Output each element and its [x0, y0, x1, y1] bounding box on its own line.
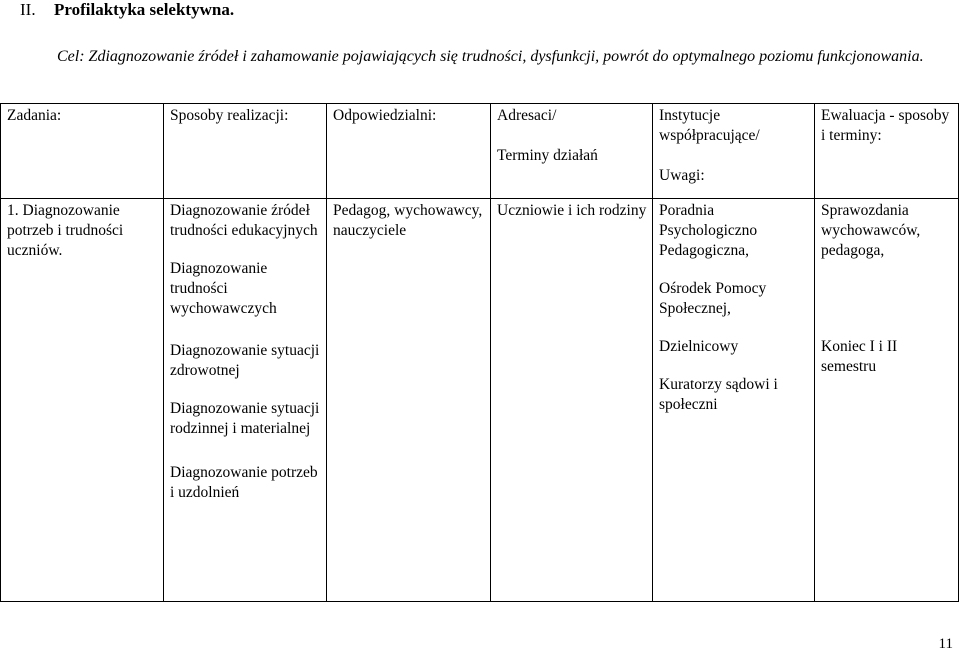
- section-heading: [20, 0, 234, 20]
- header-adresaci-label: Adresaci/: [497, 107, 557, 124]
- section-goal: Cel: Zdiagnozowanie źródeł i zahamowanie pojawiających się trudności, dysfunkcji, powrót do optymalnego poziomu funkcjonowania.: [57, 48, 924, 65]
- cell-ewaluacja: [815, 199, 959, 602]
- sposob-item: Diagnozowanie źródeł trudności edukacyjnych: [170, 202, 318, 239]
- sposob-item: Diagnozowanie potrzeb i uzdolnień: [170, 464, 318, 501]
- sposob-item: Diagnozowanie trudności wychowawczych: [170, 260, 277, 317]
- sposob-item: Diagnozowanie sytuacji zdrowotnej: [170, 342, 320, 379]
- header-uwagi-label: Uwagi:: [659, 167, 705, 184]
- section-title: Profilaktyka selektywna.: [54, 0, 235, 19]
- instytucja-item: Kuratorzy sądowi i społeczni: [659, 376, 778, 413]
- page-number: 11: [938, 636, 953, 652]
- header-odpowiedzialni: Odpowiedzialni:: [327, 104, 491, 199]
- sposob-item: Diagnozowanie sytuacji rodzinnej i materialnej: [170, 400, 320, 437]
- cell-zadanie: 1. Diagnozowanie potrzeb i trudności uczniów.: [1, 199, 164, 602]
- cell-instytucje: [653, 199, 815, 602]
- ewaluacja-item: Koniec I i II semestru: [821, 338, 898, 375]
- header-instytucje-label: Instytucje współpracujące/: [659, 107, 760, 144]
- cell-odpowiedzialni: Pedagog, wychowawcy, nauczyciele: [327, 199, 491, 602]
- cell-sposoby: [164, 199, 327, 602]
- header-sposoby: Sposoby realizacji:: [164, 104, 327, 199]
- instytucja-item: Ośrodek Pomocy Społecznej,: [659, 280, 767, 317]
- table-row: [1, 199, 959, 602]
- instytucja-item: Poradnia Psychologiczno Pedagogiczna,: [659, 202, 758, 259]
- section-number: II.: [20, 0, 36, 19]
- header-terminy-label: Terminy działań: [497, 147, 598, 164]
- header-instytucje: [653, 104, 815, 199]
- table-header-row: [1, 104, 959, 199]
- cell-adresaci: Uczniowie i ich rodziny: [491, 199, 653, 602]
- instytucja-item: Dzielnicowy: [659, 338, 739, 355]
- header-ewaluacja: Ewaluacja - sposoby i terminy:: [815, 104, 959, 199]
- ewaluacja-item: Sprawozdania wychowawców, pedagoga,: [821, 202, 921, 259]
- header-zadania: Zadania:: [1, 104, 164, 199]
- header-adresaci: [491, 104, 653, 199]
- plan-table: [0, 103, 959, 602]
